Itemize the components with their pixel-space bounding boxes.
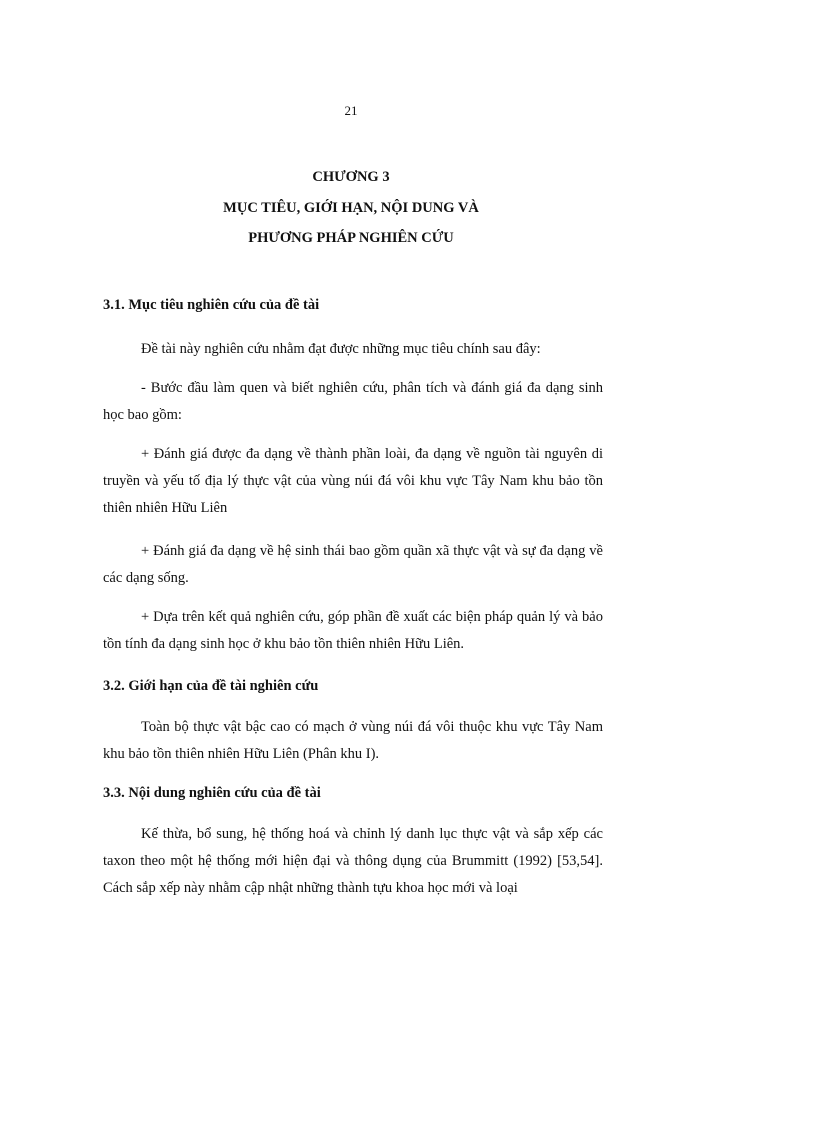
chapter-label: CHƯƠNG 3 xyxy=(312,169,390,185)
section-heading-3-3: 3.3. Nội dung nghiên cứu của đề tài xyxy=(103,785,321,801)
section-heading-3-2: 3.2. Giới hạn của đề tài nghiên cứu xyxy=(103,678,319,694)
paragraph: Đề tài này nghiên cứu nhằm đạt được những mục tiêu chính sau đây: xyxy=(141,341,541,357)
paragraph: Kế thừa, bổ sung, hệ thống hoá và chỉnh lý danh lục thực vật và sắp xếp các taxon theo một hệ thống mới hiện đại và thông dụng của Brummitt (1992) [53,54]. Cách sắp xếp này nhằm cập nhật những thành tựu khoa học mới và loại xyxy=(103,826,603,896)
section-heading-3-1: 3.1. Mục tiêu nghiên cứu của đề tài xyxy=(103,297,320,313)
paragraph: Toàn bộ thực vật bậc cao có mạch ở vùng núi đá vôi thuộc khu vực Tây Nam khu bảo tồn thiên nhiên Hữu Liên (Phân khu I). xyxy=(103,719,603,762)
paragraph: - Bước đầu làm quen và biết nghiên cứu, phân tích và đánh giá đa dạng sinh học bao gồm: xyxy=(103,380,603,423)
paragraph: + Dựa trên kết quả nghiên cứu, góp phần đề xuất các biện pháp quản lý và bảo tồn tính đa dạng sinh học ở khu bảo tồn thiên nhiên Hữu Liên. xyxy=(103,609,603,652)
page-number: 21 xyxy=(344,103,358,118)
chapter-title-line-2: PHƯƠNG PHÁP NGHIÊN CỨU xyxy=(248,230,454,246)
paragraph: + Đánh giá đa dạng về hệ sinh thái bao gồm quần xã thực vật và sự đa dạng về các dạng sống. xyxy=(103,543,603,586)
paragraph: + Đánh giá được đa dạng về thành phần loài, đa dạng về nguồn tài nguyên di truyền và yếu tố địa lý thực vật của vùng núi đá vôi khu vực Tây Nam khu bảo tồn thiên nhiên Hữu Liên xyxy=(103,446,603,516)
chapter-title-line-1: MỤC TIÊU, GIỚI HẠN, NỘI DUNG VÀ xyxy=(223,200,479,216)
